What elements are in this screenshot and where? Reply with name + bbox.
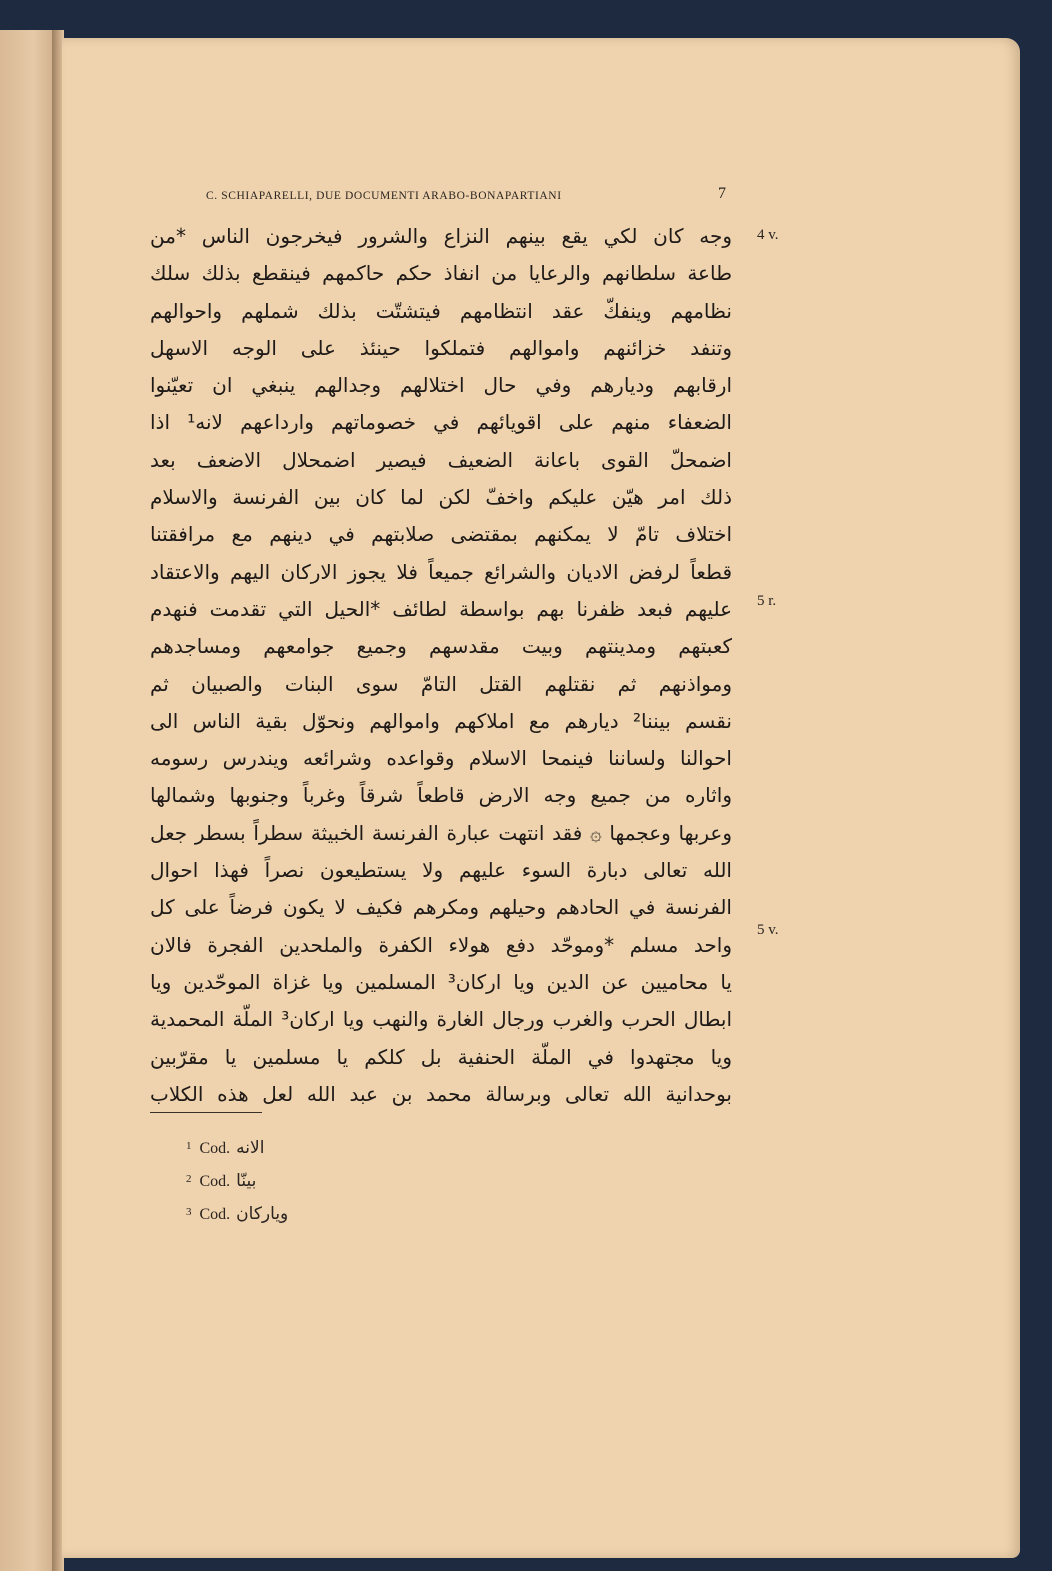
arabic-text-block — [150, 218, 732, 1113]
text-line: وتنفد خزائنهم واموالهم فتملكوا حينئذ على الوجه الاسهل — [150, 335, 732, 360]
text-line: ذلك امر هيّن عليكم واخفّ لكن لما كان بين الفرنسة والاسلام — [150, 485, 732, 510]
text-line: كعبتهم ومدينتهم وبيت مقدسهم وجميع جوامعهم ومساجدهم — [150, 634, 732, 659]
footnote-text: وياركان — [236, 1204, 289, 1224]
footnote-2 — [186, 1163, 288, 1196]
text-line: قطعاً لرفض الاديان والشرائع جميعاً فلا يجوز الاركان اليهم والاعتقاد — [150, 559, 732, 584]
text-line: واحد مسلم *وموحّد دفع هولاء الكفرة والملحدين الفجرة فالان — [150, 932, 732, 957]
text-line: عليهم فبعد ظفرنا بهم بواسطة لطائف *الحيل التي تقدمت فنهدم — [150, 596, 732, 621]
folio-mark-4v: 4 v. — [757, 227, 779, 243]
text-line: اختلاف تامّ لا يمكنهم بمقتضى صلابتهم في دينهم مع مرافقتنا — [150, 522, 732, 547]
text-line: الفرنسة في الحادهم وحيلهم ومكرهم فكيف لا يكون فرضاً على كل — [150, 895, 732, 920]
text-line: نقسم بيننا² ديارهم مع املاكهم واموالهم ونحوّل بقية الناس الى — [150, 708, 732, 733]
text-line: بوحدانية الله تعالى وبرسالة محمد بن عبد الله لعل هذه الكلاب — [150, 1081, 732, 1106]
text-line: نظامهم وينفكّ عقد انتظامهم فيتشتّت بذلك شملهم واحوالهم — [150, 298, 732, 323]
text-line: وجه كان لكي يقع بينهم النزاع والشرور فيخرجون الناس *من — [150, 224, 732, 248]
text-line: يا محاميين عن الدين ويا اركان³ المسلمين ويا غزاة الموحّدين ويا — [150, 969, 732, 994]
footnote-text: بينّا — [236, 1171, 257, 1191]
text-line: ومواذنهم ثم نقتلهم القتل التامّ سوى البنات والصبيان ثم — [150, 671, 732, 696]
text-line: وعربها وعجمها ۞ فقد انتهت عبارة الفرنسة الخبيثة سطراً بسطر جعل — [150, 820, 732, 845]
folio-mark-5v: 5 v. — [757, 922, 779, 938]
text-line: واثاره من جميع وجه الارض قاطعاً شرقاً وغرباً وجنوبها وشمالها — [150, 783, 732, 808]
text-line: ويا مجتهدوا في الملّة الحنفية بل كلكم يا مسلمين يا مقرّبين — [150, 1044, 732, 1069]
footnote-label: Cod. — [199, 1173, 231, 1190]
footnote-number: 3 — [186, 1206, 192, 1218]
text-line: الله تعالى دبارة السوء عليهم ولا يستطيعون نصراً فهذا احوال — [150, 858, 732, 883]
footnote-3 — [186, 1196, 288, 1229]
folio-mark-5r: 5 r. — [757, 593, 777, 609]
footnote-label: Cod. — [199, 1140, 231, 1157]
page-number: 7 — [718, 185, 726, 202]
text-line: اضمحلّ القوى باعانة الضعيف فيصير اضمحلال الاضعف بعد — [150, 447, 732, 472]
footnote-number: 1 — [186, 1140, 192, 1152]
footnote-number: 2 — [186, 1173, 192, 1185]
facing-page-edge — [0, 30, 56, 1571]
footnote-1 — [186, 1130, 288, 1163]
footnote-rule — [150, 1112, 262, 1113]
footnote-label: Cod. — [199, 1206, 231, 1223]
text-line: ابطال الحرب والغرب ورجال الغارة والنهب ويا اركان³ الملّة المحمدية — [150, 1007, 732, 1032]
text-line: ارقابهم وديارهم وفي حال اختلالهم وجدالهم ينبغي ان تعيّنوا — [150, 373, 732, 398]
running-title: C. SCHIAPARELLI, DUE DOCUMENTI ARABO-BONAPARTIANI — [206, 190, 562, 202]
footnote-text: الانه — [236, 1138, 265, 1158]
text-line: احوالنا ولساننا فينمحا الاسلام وقواعده وشرائعه ويندرس رسومه — [150, 746, 732, 771]
footnotes — [186, 1130, 288, 1229]
text-line: طاعة سلطانهم والرعايا من انفاذ حكم حاكمهم فينقطع بذلك سلك — [150, 261, 732, 286]
text-line: الضعفاء منهم على اقويائهم في خصوماتهم وارداعهم لانه¹ اذا — [150, 410, 732, 435]
